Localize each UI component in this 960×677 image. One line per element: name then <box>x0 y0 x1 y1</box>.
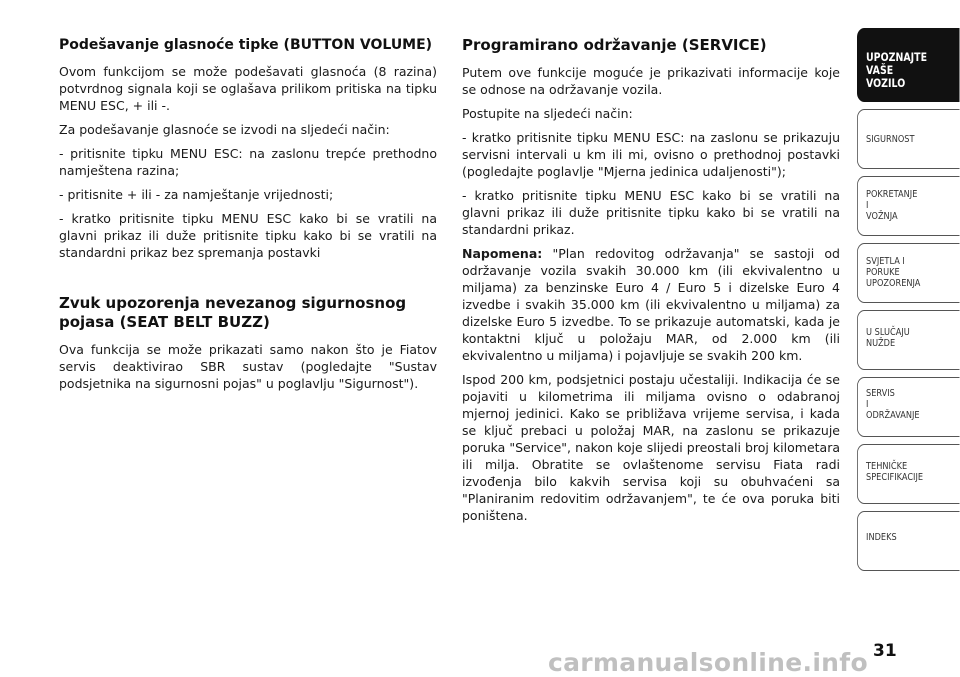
paragraph: - pritisnite tipku MENU ESC: na zaslonu trepće prethodno namještena razina; <box>59 146 437 178</box>
paragraph: Ova funkcija se može prikazati samo nakon što je Fiatov servis deaktivirao SBR sustav (pogledajte "Sustav podsjetnika na sigurnosni pojas" u poglavlju "Sigurnost"). <box>59 342 437 391</box>
tab-upoznajte-vase-vozilo[interactable] <box>857 28 960 102</box>
note-paragraph <box>462 245 840 364</box>
tab-label: UPOZNAJTE VAŠE VOZILO <box>866 50 928 90</box>
tab-svjetla-i-poruke-upozorenja[interactable] <box>857 243 960 303</box>
tab-u-slucaju-nuzde[interactable] <box>857 310 960 370</box>
page-number: 31 <box>873 641 897 661</box>
note-label: Napomena: <box>462 246 543 261</box>
chapter-tabs <box>857 28 960 578</box>
paragraph: Putem ove funkcije moguće je prikazivati informacije koje se odnose na održavanje vozila. <box>462 65 840 97</box>
paragraph: - pritisnite + ili - za namještanje vrijednosti; <box>59 187 334 202</box>
tab-pokretanje-i-voznja[interactable] <box>857 176 960 236</box>
right-column <box>462 36 840 531</box>
tab-sigurnost[interactable] <box>857 109 960 169</box>
section-title-seat-belt-buzz: Zvuk upozorenja nevezanog sigurnosnog pojasa (SEAT BELT BUZZ) <box>59 294 407 331</box>
paragraph: - kratko pritisnite tipku MENU ESC kako bi se vratili na glavni prikaz ili duže pritisnite tipku kako bi se vratili na standardni prikaz. <box>462 188 840 237</box>
tab-label: SIGURNOST <box>866 134 915 145</box>
left-column <box>59 36 437 399</box>
paragraph: Postupite na sljedeći način: <box>462 106 633 121</box>
tab-tehnicke-specifikacije[interactable] <box>857 444 960 504</box>
section-title-service: Programirano održavanje (SERVICE) <box>462 36 767 54</box>
tab-label: SERVIS I ODRŽAVANJE <box>866 388 920 421</box>
tab-label: SVJETLA I PORUKE UPOZORENJA <box>866 256 921 289</box>
watermark: carmanualsonline.info <box>548 648 868 677</box>
paragraph: - kratko pritisnite tipku MENU ESC: na zaslonu se prikazuju servisni intervali u km ili mi, ovisno o prethodnoj postavki (pogledajte poglavlje "Mjerna jedinica udaljenosti"); <box>462 130 840 179</box>
tab-servis-i-odrzavanje[interactable] <box>857 377 960 437</box>
tab-label: TEHNIČKE SPECIFIKACIJE <box>866 461 924 483</box>
tab-label: U SLUČAJU NUŽDE <box>866 327 910 349</box>
note-text: "Plan redovitog održavanja" se sastoji od održavanje vozila svakih 30.000 km (ili ekvivalentno u miljama) za benzinske Euro 4 / Euro 5 i dizelske Euro 4 izvedbe i svakih 35.000 km (ili ekvivalentno u miljama) za dizelske Euro 5 izvedbe. To se prikazuje automatski, kada je kontaktni ključ u položaju MAR, od 2.000 km (ili ekvivalentno u miljama) i pojavljuje se svakih 200 km. <box>462 246 840 363</box>
section-title-button-volume: Podešavanje glasnoće tipke (BUTTON VOLUME) <box>59 37 433 53</box>
paragraph: Ispod 200 km, podsjetnici postaju učestaliji. Indikacija će se pojaviti u kilometrima ili miljama ovisno o odabranoj mjernoj jedinici. Kako se približava vrijeme servisa, i kada se ključ prebaci u položaj MAR, na zaslonu se prikazuje poruka "Service", nakon koje slijedi preostali broj kilometara ili milja. Obratite se ovlaštenome servisu Fiata radi izvođenja bilo kakvih servisa koji su obuhvaćeni sa "Planiranim redovitim održavanjem", te će ova poruka biti poništena. <box>462 372 840 523</box>
tab-label: POKRETANJE I VOŽNJA <box>866 189 918 222</box>
paragraph: Za podešavanje glasnoće se izvodi na sljedeći način: <box>59 122 390 137</box>
tab-indeks[interactable] <box>857 511 960 571</box>
paragraph: - kratko pritisnite tipku MENU ESC kako bi se vratili na glavni prikaz ili duže pritisnite tipku kako bi se vratili na standardni prikaz bez spremanja postavki <box>59 211 437 260</box>
paragraph: Ovom funkcijom se može podešavati glasnoća (8 razina) potvrdnog signala koji se oglašava prilikom pritiska na tipku MENU ESC, + ili -. <box>59 64 437 113</box>
tab-label: INDEKS <box>866 532 897 543</box>
